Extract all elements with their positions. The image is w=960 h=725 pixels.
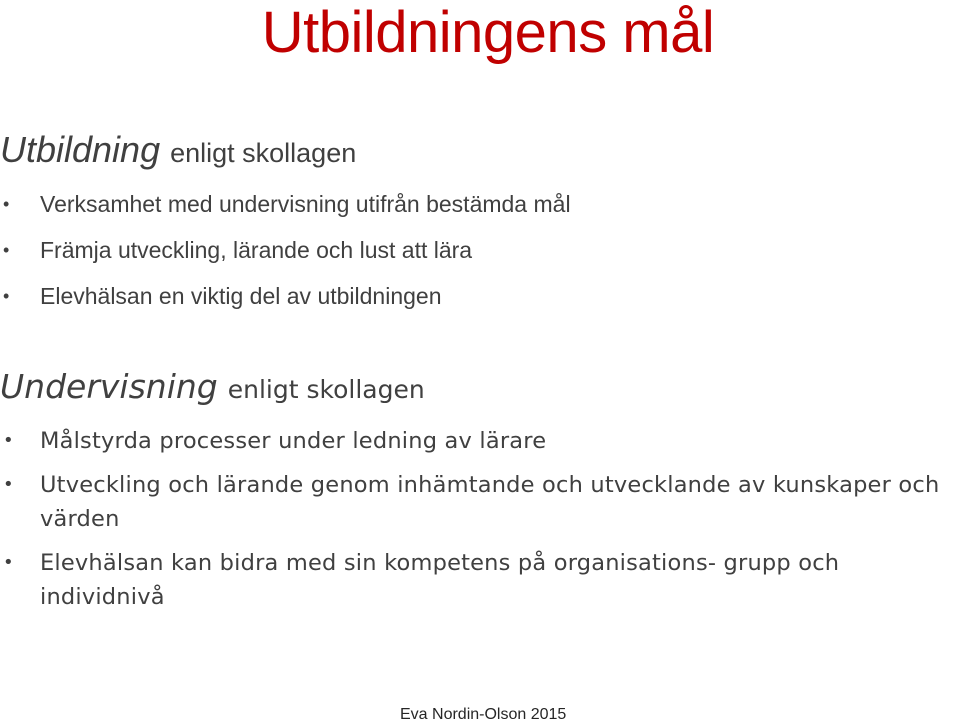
bullet-item <box>0 235 960 265</box>
section-undervisning <box>0 364 960 624</box>
bullet-item <box>0 468 960 536</box>
bullet-item <box>0 546 960 614</box>
bullet-text: Elevhälsan kan bidra med sin kompetens på organisations- grupp och individnivå <box>40 550 840 610</box>
bullet-icon: • <box>3 286 10 306</box>
bullet-icon: • <box>3 474 14 495</box>
bullet-item <box>0 424 960 458</box>
section-heading <box>0 364 960 416</box>
section-utbildning <box>0 127 960 327</box>
bullet-icon: • <box>3 194 10 214</box>
bullet-text: Verksamhet med undervisning utifrån bestämda mål <box>40 191 571 217</box>
bullet-icon: • <box>3 240 10 260</box>
bullet-icon: • <box>3 430 14 451</box>
bullet-list <box>0 189 960 311</box>
bullet-list <box>0 424 960 614</box>
section-heading-emphasis: Utbildning <box>0 129 161 170</box>
bullet-text: Utveckling och lärande genom inhämtande och utvecklande av kunskaper och värden <box>40 472 940 532</box>
bullet-text: Elevhälsan en viktig del av utbildningen <box>40 283 442 309</box>
section-heading-rest: enligt skollagen <box>227 375 425 404</box>
bullet-item <box>0 281 960 311</box>
section-heading-rest: enligt skollagen <box>170 138 357 168</box>
footer-author: Eva Nordin-Olson 2015 <box>400 706 567 723</box>
slide-title: Utbildningens mål <box>261 0 715 65</box>
bullet-text: Främja utveckling, lärande och lust att lära <box>40 237 473 263</box>
section-heading-emphasis: Undervisning <box>0 367 218 406</box>
bullet-item <box>0 189 960 219</box>
bullet-icon: • <box>3 552 14 573</box>
section-heading <box>0 127 960 181</box>
bullet-text: Målstyrda processer under ledning av lärare <box>40 428 547 454</box>
